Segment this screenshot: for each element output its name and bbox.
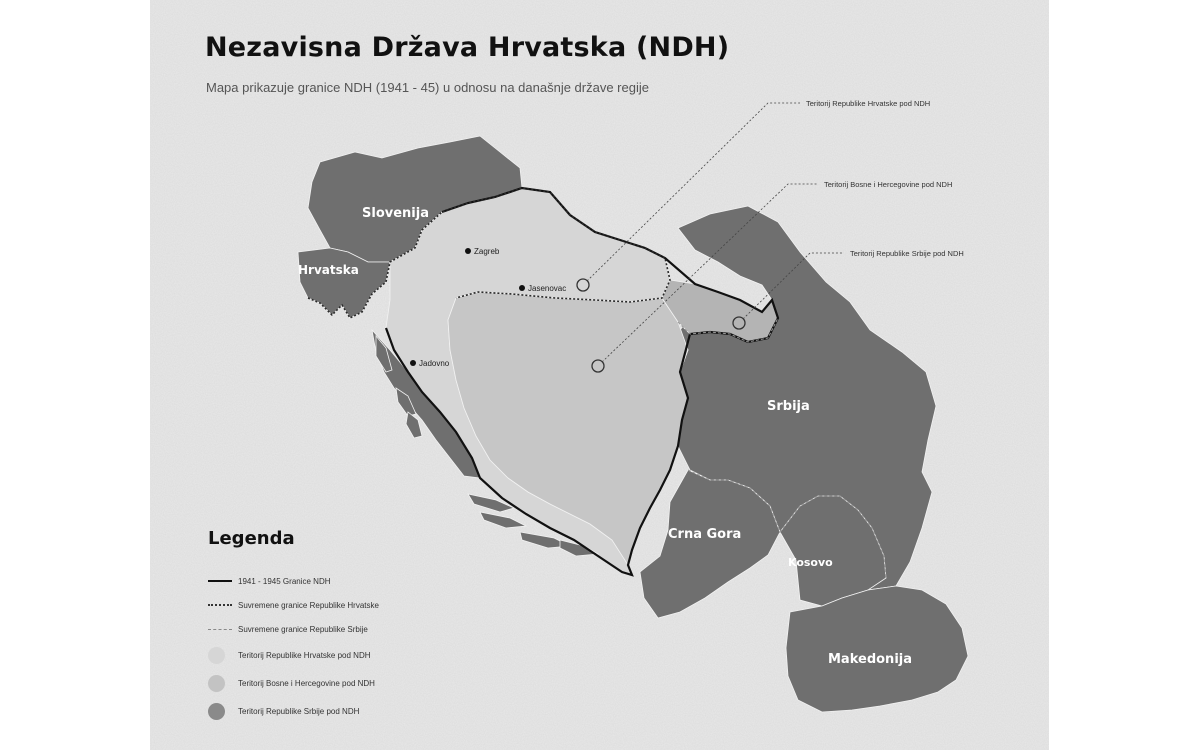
- callout-label-serbia: Teritorij Republike Srbije pod NDH: [850, 249, 964, 258]
- legend-item-label: 1941 - 1945 Granice NDH: [238, 576, 331, 586]
- island: [480, 512, 526, 528]
- label-crna-gora: Crna Gora: [668, 527, 742, 542]
- legend-item: [208, 669, 508, 697]
- legend-item: [208, 569, 508, 593]
- solid-line-symbol: [208, 580, 232, 582]
- city-marker-jasenovac: [519, 285, 525, 291]
- legend-item-label: Suvremene granice Republike Srbije: [238, 624, 368, 634]
- dotted-line-symbol: [208, 604, 232, 606]
- legend: [208, 528, 508, 725]
- label-makedonija: Makedonija: [828, 652, 912, 667]
- legend-item: [208, 697, 508, 725]
- legend-item: [208, 617, 508, 641]
- circle-swatch-icon: [208, 675, 232, 692]
- city-marker-jadovno: [410, 360, 416, 366]
- callout-label-bih: Teritorij Bosne i Hercegovine pod NDH: [824, 180, 953, 189]
- label-hrvatska: Hrvatska: [298, 263, 359, 277]
- legend-item: [208, 641, 508, 669]
- dashed-line-symbol: [208, 629, 232, 630]
- city-label-zagreb: Zagreb: [474, 247, 500, 256]
- city-label-jadovno: Jadovno: [419, 359, 450, 368]
- legend-item-label: Teritorij Republike Hrvatske pod NDH: [238, 650, 371, 660]
- legend-item: [208, 593, 508, 617]
- circle-swatch-icon: [208, 647, 232, 664]
- map-sheet: [150, 0, 1049, 750]
- legend-item-label: Suvremene granice Republike Hrvatske: [238, 600, 379, 610]
- label-srbija: Srbija: [767, 399, 810, 414]
- city-label-jasenovac: Jasenovac: [528, 284, 567, 293]
- legend-item-label: Teritorij Republike Srbije pod NDH: [238, 706, 360, 716]
- region-makedonija: [786, 586, 968, 712]
- circle-swatch-icon: [208, 703, 232, 720]
- legend-item-label: Teritorij Bosne i Hercegovine pod NDH: [238, 678, 375, 688]
- label-kosovo: Kosovo: [788, 556, 833, 569]
- city-marker-zagreb: [465, 248, 471, 254]
- label-slovenija: Slovenija: [362, 206, 429, 221]
- map-subtitle: Mapa prikazuje granice NDH (1941 - 45) u odnosu na današnje države regije: [206, 80, 649, 95]
- map-title: Nezavisna Država Hrvatska (NDH): [205, 32, 730, 63]
- callout-label-croatia: Teritorij Republike Hrvatske pod NDH: [806, 99, 931, 108]
- legend-title: Legenda: [208, 528, 295, 549]
